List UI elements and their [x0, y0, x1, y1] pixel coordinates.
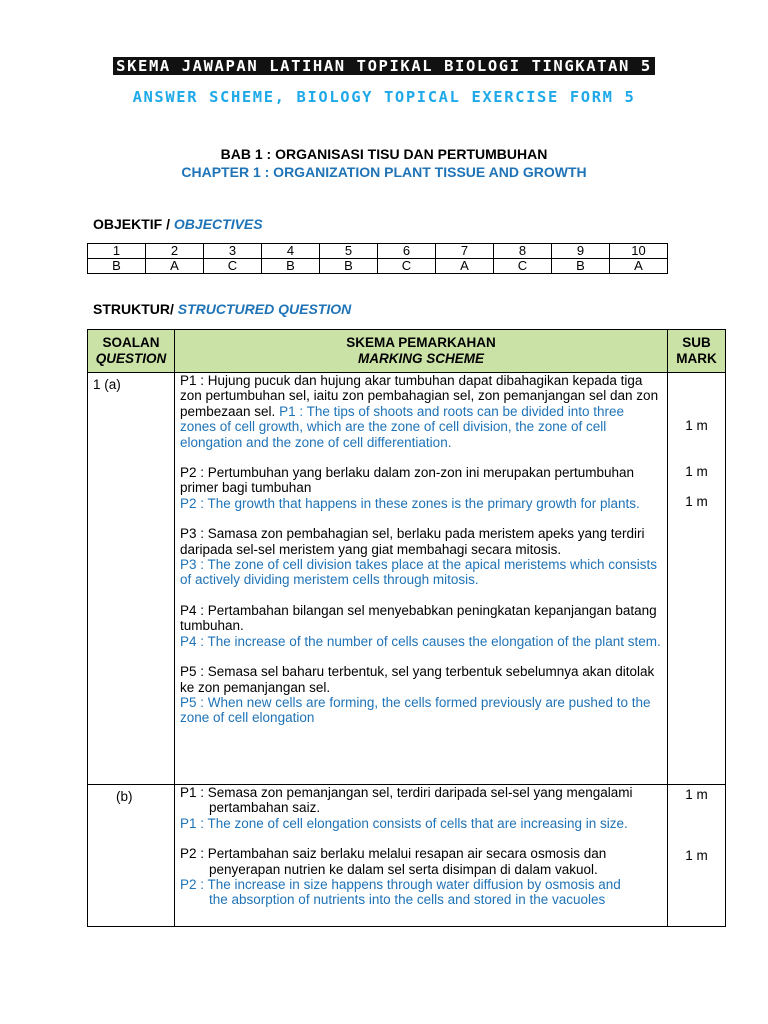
scheme-point-english: P3 : The zone of cell division takes place at the apical meristems which consists of actively dividing meristem cells through mitosis.	[180, 557, 657, 588]
objective-answer: B	[552, 259, 610, 274]
sub-mark: 1 m	[685, 464, 708, 479]
scheme-point-english: P4 : The increase of the number of cells causes the elongation of the plant stem.	[180, 633, 661, 649]
chapter-title-malay: BAB 1 : ORGANISASI TISU DAN PERTUMBUHAN	[220, 146, 548, 162]
objective-number: 8	[494, 244, 552, 259]
question-column-header: SOALAN QUESTION	[88, 330, 175, 373]
objective-number: 10	[610, 244, 668, 259]
question-1a-marks	[668, 373, 726, 785]
objectives-heading: OBJEKTIF / OBJECTIVES	[93, 216, 263, 232]
header-title-english: ANSWER SCHEME, BIOLOGY TOPICAL EXERCISE FORM 5	[132, 88, 636, 106]
objective-number: 4	[262, 244, 320, 259]
header-title-malay: SKEMA JAWAPAN LATIHAN TOPIKAL BIOLOGI TINGKATAN 5	[0, 57, 768, 75]
question-label: (b)	[88, 785, 175, 927]
question-1b-row	[88, 785, 726, 927]
objectives-answer-row	[88, 259, 668, 274]
objective-answer: A	[146, 259, 204, 274]
objective-number: 2	[146, 244, 204, 259]
question-1a-scheme	[175, 373, 668, 785]
sub-mark: 1 m	[685, 787, 708, 802]
scheme-point: P2 : Pertumbuhan yang berlaku dalam zon-zon ini merupakan pertumbuhan primer bagi tumbuhan	[180, 465, 635, 496]
question-label: 1 (a)	[88, 373, 175, 785]
question-1b-marks	[668, 785, 726, 927]
scheme-point: P1 : Hujung pucuk dan hujung akar tumbuhan dapat dibahagikan kepada tiga zon pertumbuhan sel, iaitu zon pembahagian sel, zon pemanjangan sel dan zon pembezaan sel. P1 : The tips of shoots and roots can be divided into three zones of cell growth, which are the zone of cell division, the zone of cell elongation and the zone of cell differentiation.	[180, 373, 659, 450]
scheme-point: P3 : Samasa zon pembahagian sel, berlaku pada meristem apeks yang terdiri daripada sel-sel meristem yang giat membahagi secara mitosis.	[180, 526, 645, 557]
objective-number: 3	[204, 244, 262, 259]
question-1a-row	[88, 373, 726, 785]
objective-answer: A	[436, 259, 494, 274]
marking-scheme-table	[87, 329, 726, 927]
sub-mark: 1 m	[685, 494, 708, 509]
question-1b-scheme	[175, 785, 668, 927]
objective-answer: B	[320, 259, 378, 274]
objective-number: 7	[436, 244, 494, 259]
objective-answer: B	[262, 259, 320, 274]
chapter-title-english: CHAPTER 1 : ORGANIZATION PLANT TISSUE AND GROWTH	[181, 164, 587, 180]
scheme-point: P5 : Semasa sel baharu terbentuk, sel yang terbentuk sebelumnya akan ditolak ke zon pemanjangan sel.	[180, 664, 655, 695]
objective-answer: C	[204, 259, 262, 274]
scheme-point-english: P1 : The zone of cell elongation consists of cells that are increasing in size.	[180, 815, 628, 831]
scheme-point: P1 : Semasa zon pemanjangan sel, terdiri daripada sel-sel yang mengalami	[180, 785, 633, 800]
scheme-point: P4 : Pertambahan bilangan sel menyebabkan peningkatan kepanjangan batang tumbuhan.	[180, 602, 657, 634]
marking-scheme-header-row	[88, 330, 726, 373]
scheme-point-continued: pertambahan saiz.	[209, 800, 321, 816]
scheme-point-continued: penyerapan nutrien ke dalam sel serta disimpan di dalam vakuol.	[209, 861, 598, 877]
objective-answer: B	[88, 259, 146, 274]
scheme-point: P2 : Pertambahan saiz berlaku melalui resapan air secara osmosis dan	[180, 846, 607, 862]
scheme-point-english: P2 : The growth that happens in these zones is the primary growth for plants.	[180, 495, 640, 511]
objective-number: 6	[378, 244, 436, 259]
objective-number: 1	[88, 244, 146, 259]
objective-answer: C	[378, 259, 436, 274]
scheme-point-english: P2 : The increase in size happens through water diffusion by osmosis and	[180, 877, 621, 893]
structured-heading: STRUKTUR/ STRUCTURED QUESTION	[93, 301, 352, 317]
mark-column-header: SUB MARK	[668, 330, 726, 373]
objective-number: 9	[552, 244, 610, 259]
objective-answer: C	[494, 259, 552, 274]
objective-answer: A	[610, 259, 668, 274]
objective-number: 5	[320, 244, 378, 259]
scheme-point-english: P5 : When new cells are forming, the cells formed previously are pushed to the zone of cell elongation	[180, 694, 651, 726]
sub-mark: 1 m	[685, 418, 708, 433]
scheme-point-english-continued: the absorption of nutrients into the cells and stored in the vacuoles	[209, 892, 606, 908]
scheme-column-header: SKEMA PEMARKAHAN MARKING SCHEME	[175, 330, 668, 373]
objectives-number-row	[88, 244, 668, 259]
objectives-answer-table	[87, 243, 668, 274]
sub-mark: 1 m	[685, 848, 708, 863]
